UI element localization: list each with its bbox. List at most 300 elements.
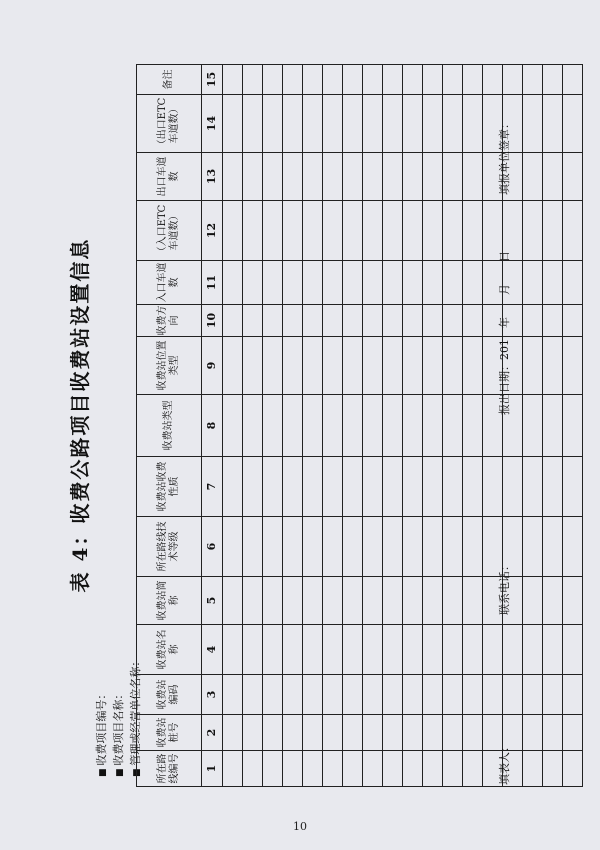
filler-label: 填表人： (498, 741, 511, 785)
table-cell[interactable] (463, 305, 483, 337)
table-cell[interactable] (323, 577, 343, 625)
table-cell[interactable] (363, 95, 383, 153)
table-cell[interactable] (383, 65, 403, 95)
table-row (263, 65, 283, 787)
column-header: 出口车道数 (137, 153, 202, 201)
project-name-label: ■ 收费项目名称： (111, 656, 128, 777)
table-cell[interactable] (443, 577, 463, 625)
table-cell[interactable] (263, 261, 283, 305)
column-header: 收费站位置类型 (137, 337, 202, 395)
table-cell[interactable] (303, 153, 323, 201)
table-cell[interactable] (423, 337, 443, 395)
table-cell[interactable] (383, 625, 403, 675)
table-cell[interactable] (463, 517, 483, 577)
table-row (443, 65, 463, 787)
table-cell[interactable] (543, 675, 563, 715)
table-cell[interactable] (323, 751, 343, 787)
table-cell[interactable] (443, 65, 463, 95)
column-number: 10 (202, 305, 223, 337)
column-number: 2 (202, 715, 223, 751)
table-cell[interactable] (363, 395, 383, 457)
date-label: 报出日期：201 年 月 日 (498, 251, 511, 415)
table-cell[interactable] (523, 395, 543, 457)
table-cell[interactable] (483, 625, 503, 675)
table-cell[interactable] (223, 395, 243, 457)
table-cell[interactable] (503, 457, 523, 517)
table-cell[interactable] (363, 625, 383, 675)
table-cell[interactable] (363, 715, 383, 751)
table-row (563, 65, 583, 787)
table-cell[interactable] (483, 675, 503, 715)
table-cell[interactable] (343, 577, 363, 625)
table-cell[interactable] (243, 577, 263, 625)
table-row (363, 65, 383, 787)
table-cell[interactable] (423, 153, 443, 201)
table-cell[interactable] (303, 395, 323, 457)
table-cell[interactable] (423, 577, 443, 625)
column-header: 收费站桩号 (137, 715, 202, 751)
table-cell[interactable] (463, 261, 483, 305)
table-cell[interactable] (283, 261, 303, 305)
table-cell[interactable] (403, 751, 423, 787)
table-cell[interactable] (363, 305, 383, 337)
table-row (383, 65, 403, 787)
table-cell[interactable] (563, 305, 583, 337)
table-cell[interactable] (323, 153, 343, 201)
table-cell[interactable] (383, 517, 403, 577)
table-cell[interactable] (243, 517, 263, 577)
table-cell[interactable] (223, 675, 243, 715)
table-cell[interactable] (363, 65, 383, 95)
table-cell[interactable] (423, 65, 443, 95)
table-cell[interactable] (463, 95, 483, 153)
table-cell[interactable] (223, 153, 243, 201)
table-cell[interactable] (243, 201, 263, 261)
table-cell[interactable] (223, 715, 243, 751)
table-cell[interactable] (303, 457, 323, 517)
table-cell[interactable] (563, 577, 583, 625)
table-cell[interactable] (283, 715, 303, 751)
table-cell[interactable] (563, 95, 583, 153)
table-cell[interactable] (483, 65, 503, 95)
table-row (323, 65, 343, 787)
table-cell[interactable] (323, 625, 343, 675)
table-cell[interactable] (463, 395, 483, 457)
table-cell[interactable] (463, 153, 483, 201)
table-cell[interactable] (223, 201, 243, 261)
column-number: 4 (202, 625, 223, 675)
table-cell[interactable] (523, 577, 543, 625)
table-cell[interactable] (423, 95, 443, 153)
table-cell[interactable] (383, 201, 403, 261)
table-cell[interactable] (523, 337, 543, 395)
table-cell[interactable] (243, 715, 263, 751)
table-cell[interactable] (263, 65, 283, 95)
table-cell[interactable] (523, 65, 543, 95)
table-cell[interactable] (343, 261, 363, 305)
table-cell[interactable] (223, 625, 243, 675)
table-cell[interactable] (363, 153, 383, 201)
table-cell[interactable] (383, 675, 403, 715)
table-cell[interactable] (443, 625, 463, 675)
table-cell[interactable] (223, 577, 243, 625)
table-cell[interactable] (223, 457, 243, 517)
table-cell[interactable] (523, 715, 543, 751)
table-cell[interactable] (243, 675, 263, 715)
table-cell[interactable] (463, 675, 483, 715)
table-cell[interactable] (383, 457, 403, 517)
table-cell[interactable] (563, 715, 583, 751)
table-cell[interactable] (543, 153, 563, 201)
table-cell[interactable] (443, 153, 463, 201)
table-cell[interactable] (243, 337, 263, 395)
table-cell[interactable] (443, 751, 463, 787)
table-cell[interactable] (523, 153, 543, 201)
table-cell[interactable] (523, 751, 543, 787)
table-cell[interactable] (343, 751, 363, 787)
table-cell[interactable] (263, 201, 283, 261)
table-cell[interactable] (463, 337, 483, 395)
column-header: 所在路线编号 (137, 751, 202, 787)
table-cell[interactable] (343, 305, 363, 337)
table-cell[interactable] (303, 675, 323, 715)
table-cell[interactable] (323, 517, 343, 577)
table-cell[interactable] (283, 337, 303, 395)
table-cell[interactable] (243, 625, 263, 675)
page-number: 10 (293, 820, 307, 833)
table-cell[interactable] (343, 395, 363, 457)
table-cell[interactable] (363, 675, 383, 715)
table-cell[interactable] (263, 517, 283, 577)
column-number: 7 (202, 457, 223, 517)
table-cell[interactable] (443, 305, 463, 337)
table-cell[interactable] (403, 395, 423, 457)
table-cell[interactable] (343, 457, 363, 517)
table-cell[interactable] (443, 457, 463, 517)
column-number: 11 (202, 261, 223, 305)
table-cell[interactable] (363, 261, 383, 305)
table-cell[interactable] (383, 305, 403, 337)
column-header: 收费方向 (137, 305, 202, 337)
table-cell[interactable] (563, 751, 583, 787)
table-cell[interactable] (243, 65, 263, 95)
seal-label: 填报单位签章： (498, 118, 511, 195)
table-cell[interactable] (443, 675, 463, 715)
table-cell[interactable] (523, 517, 543, 577)
table-cell[interactable] (543, 751, 563, 787)
table-cell[interactable] (403, 153, 423, 201)
table-cell[interactable] (423, 201, 443, 261)
table-cell[interactable] (303, 517, 323, 577)
table-cell[interactable] (283, 457, 303, 517)
form-title: 表 4：收费公路项目收费站设置信息 (68, 237, 92, 593)
table-cell[interactable] (383, 751, 403, 787)
table-cell[interactable] (263, 675, 283, 715)
table-cell[interactable] (303, 201, 323, 261)
table-cell[interactable] (443, 517, 463, 577)
column-header: 收费站简称 (137, 577, 202, 625)
table-cell[interactable] (403, 95, 423, 153)
column-header: 所在路线技术等级 (137, 517, 202, 577)
table-cell[interactable] (403, 625, 423, 675)
table-cell[interactable] (243, 395, 263, 457)
table-cell[interactable] (223, 305, 243, 337)
table-cell[interactable] (323, 201, 343, 261)
table-cell[interactable] (283, 305, 303, 337)
column-number: 13 (202, 153, 223, 201)
table-cell[interactable] (423, 715, 443, 751)
table-cell[interactable] (263, 395, 283, 457)
phone-label: 联系电话： (498, 560, 511, 615)
column-number: 1 (202, 751, 223, 787)
table-cell[interactable] (403, 457, 423, 517)
rotated-form (60, 35, 540, 795)
table-cell[interactable] (443, 261, 463, 305)
column-number: 12 (202, 201, 223, 261)
table-cell[interactable] (343, 65, 363, 95)
table-cell[interactable] (363, 751, 383, 787)
table-cell[interactable] (523, 95, 543, 153)
table-cell[interactable] (403, 305, 423, 337)
table-cell[interactable] (243, 95, 263, 153)
table-cell[interactable] (243, 751, 263, 787)
column-header: 备注 (137, 65, 202, 95)
table-cell[interactable] (423, 751, 443, 787)
table-cell[interactable] (403, 337, 423, 395)
table-cell[interactable] (383, 715, 403, 751)
table-cell[interactable] (523, 261, 543, 305)
table-cell[interactable] (403, 261, 423, 305)
table-cell[interactable] (543, 715, 563, 751)
table-cell[interactable] (303, 625, 323, 675)
table-cell[interactable] (383, 95, 403, 153)
table-row (303, 65, 323, 787)
table-cell[interactable] (303, 751, 323, 787)
table-cell[interactable] (403, 517, 423, 577)
table-cell[interactable] (423, 261, 443, 305)
table-cell[interactable] (423, 675, 443, 715)
table-cell[interactable] (543, 577, 563, 625)
column-number: 5 (202, 577, 223, 625)
table-cell[interactable] (563, 153, 583, 201)
table-cell[interactable] (283, 625, 303, 675)
table-cell[interactable] (503, 65, 523, 95)
table-row (283, 65, 303, 787)
table-cell[interactable] (523, 675, 543, 715)
table-cell[interactable] (343, 95, 363, 153)
table-cell[interactable] (323, 337, 343, 395)
table-cell[interactable] (283, 577, 303, 625)
table-cell[interactable] (403, 201, 423, 261)
table-cell[interactable] (223, 517, 243, 577)
table-cell[interactable] (543, 337, 563, 395)
table-cell[interactable] (263, 751, 283, 787)
table-cell[interactable] (443, 395, 463, 457)
table-row (463, 65, 483, 787)
table-cell[interactable] (323, 715, 343, 751)
table-cell[interactable] (303, 305, 323, 337)
table-row (423, 65, 443, 787)
table-cell[interactable] (443, 337, 463, 395)
table-cell[interactable] (463, 577, 483, 625)
table-cell[interactable] (363, 517, 383, 577)
table-cell[interactable] (563, 65, 583, 95)
table-cell[interactable] (403, 715, 423, 751)
table-cell[interactable] (223, 751, 243, 787)
table-cell[interactable] (543, 625, 563, 675)
table-cell[interactable] (343, 675, 363, 715)
table-cell[interactable] (563, 457, 583, 517)
column-number: 3 (202, 675, 223, 715)
table-cell[interactable] (563, 201, 583, 261)
table-cell[interactable] (483, 457, 503, 517)
table-cell[interactable] (303, 337, 323, 395)
table-cell[interactable] (563, 625, 583, 675)
table-cell[interactable] (223, 337, 243, 395)
table-cell[interactable] (383, 395, 403, 457)
table-cell[interactable] (423, 517, 443, 577)
table-cell[interactable] (283, 517, 303, 577)
table-cell[interactable] (243, 153, 263, 201)
table-cell[interactable] (283, 201, 303, 261)
table-cell[interactable] (403, 675, 423, 715)
table-cell[interactable] (323, 395, 343, 457)
table-cell[interactable] (343, 715, 363, 751)
table-cell[interactable] (543, 517, 563, 577)
table-cell[interactable] (423, 625, 443, 675)
table-cell[interactable] (363, 457, 383, 517)
table-cell[interactable] (543, 457, 563, 517)
table-cell[interactable] (463, 201, 483, 261)
table-cell[interactable] (463, 65, 483, 95)
table-cell[interactable] (303, 715, 323, 751)
table-cell[interactable] (363, 577, 383, 625)
table-cell[interactable] (263, 305, 283, 337)
table-cell[interactable] (403, 577, 423, 625)
table-cell[interactable] (543, 261, 563, 305)
table-cell[interactable] (443, 201, 463, 261)
table-cell[interactable] (343, 153, 363, 201)
table-cell[interactable] (283, 751, 303, 787)
table-cell[interactable] (363, 201, 383, 261)
table-cell[interactable] (263, 577, 283, 625)
table-row (243, 65, 263, 787)
table-cell[interactable] (463, 751, 483, 787)
table-cell[interactable] (463, 457, 483, 517)
table-cell[interactable] (283, 675, 303, 715)
table-cell[interactable] (283, 65, 303, 95)
project-code-label: ■ 收费项目编号： (94, 656, 111, 777)
table-cell[interactable] (323, 675, 343, 715)
table-cell[interactable] (263, 95, 283, 153)
table-cell[interactable] (343, 201, 363, 261)
column-header: （出口ETC车道数） (137, 95, 202, 153)
table-cell[interactable] (443, 715, 463, 751)
column-number: 6 (202, 517, 223, 577)
column-header: 收费站名称 (137, 625, 202, 675)
table-cell[interactable] (563, 517, 583, 577)
table-cell[interactable] (423, 457, 443, 517)
table-cell[interactable] (503, 675, 523, 715)
table-cell[interactable] (303, 65, 323, 95)
table-cell[interactable] (363, 337, 383, 395)
manager-label: ■ 管理或经营单位名称： (128, 656, 145, 777)
table-cell[interactable] (263, 153, 283, 201)
table-cell[interactable] (303, 261, 323, 305)
table-cell[interactable] (523, 457, 543, 517)
column-number: 8 (202, 395, 223, 457)
table-cell[interactable] (463, 715, 483, 751)
table-cell[interactable] (423, 305, 443, 337)
table-cell[interactable] (263, 457, 283, 517)
table-cell[interactable] (543, 201, 563, 261)
table-cell[interactable] (383, 261, 403, 305)
table-cell[interactable] (263, 337, 283, 395)
table-cell[interactable] (323, 305, 343, 337)
table-cell[interactable] (523, 201, 543, 261)
table-cell[interactable] (423, 395, 443, 457)
table-cell[interactable] (223, 95, 243, 153)
column-number: 15 (202, 65, 223, 95)
table-cell[interactable] (343, 337, 363, 395)
table-cell[interactable] (563, 337, 583, 395)
column-header: 收费站编码 (137, 675, 202, 715)
table-cell[interactable] (403, 65, 423, 95)
table-cell[interactable] (323, 95, 343, 153)
table-cell[interactable] (223, 261, 243, 305)
table-cell[interactable] (383, 337, 403, 395)
table-cell[interactable] (343, 625, 363, 675)
table-cell[interactable] (323, 261, 343, 305)
toll-station-table (136, 64, 583, 787)
table-cell[interactable] (303, 577, 323, 625)
column-header: 收费站类型 (137, 395, 202, 457)
table-row (403, 65, 423, 787)
table-cell[interactable] (243, 457, 263, 517)
table-cell[interactable] (543, 65, 563, 95)
table-cell[interactable] (263, 625, 283, 675)
table-cell[interactable] (543, 305, 563, 337)
table-cell[interactable] (523, 625, 543, 675)
table-cell[interactable] (243, 305, 263, 337)
table-cell[interactable] (563, 395, 583, 457)
table-cell[interactable] (283, 153, 303, 201)
table-cell[interactable] (283, 395, 303, 457)
table-cell[interactable] (243, 261, 263, 305)
table-cell[interactable] (323, 65, 343, 95)
table-cell[interactable] (263, 715, 283, 751)
table-cell[interactable] (563, 675, 583, 715)
table-cell[interactable] (543, 395, 563, 457)
column-number: 14 (202, 95, 223, 153)
table-cell[interactable] (323, 457, 343, 517)
table-cell[interactable] (383, 153, 403, 201)
column-header: 收费站收费性质 (137, 457, 202, 517)
table-cell[interactable] (523, 305, 543, 337)
table-cell[interactable] (223, 65, 243, 95)
table-cell[interactable] (443, 95, 463, 153)
table-cell[interactable] (383, 577, 403, 625)
table-cell[interactable] (463, 625, 483, 675)
table-cell[interactable] (543, 95, 563, 153)
table-cell[interactable] (343, 517, 363, 577)
table-cell[interactable] (503, 625, 523, 675)
table-cell[interactable] (283, 95, 303, 153)
table-cell[interactable] (563, 261, 583, 305)
table-cell[interactable] (303, 95, 323, 153)
table-row (523, 65, 543, 787)
column-number: 9 (202, 337, 223, 395)
